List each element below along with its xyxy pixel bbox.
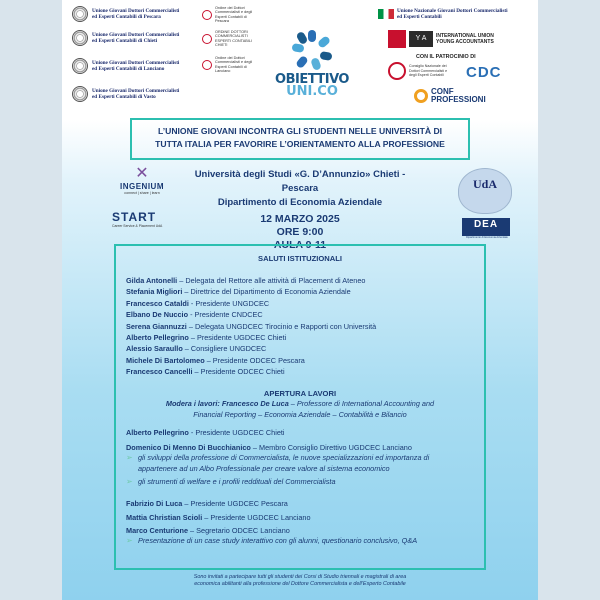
list-item: Michele Di Bartolomeo – Presidente ODCEC Pescara: [126, 355, 305, 365]
moderator-line: Modera i lavori: Francesco De Luca – Professore di International Accounting and: [165, 398, 435, 408]
bullet-item: ➢ gli sviluppi della professione di Commercialista, le nuove specializzazioni ed importanza di appartenere ad un Albo Professionale per creare valore al sistema economico: [126, 453, 430, 474]
event-date: 12 MARZO 2025: [260, 213, 340, 225]
university-name: Università degli Studi «G. D’Annunzio» Chieti - Pescara: [194, 169, 406, 194]
ugdcec-lanciano-logo: Unione Giovani Dottori Commercialisti ed Esperti Contabili di Lanciano: [72, 58, 179, 74]
apertura-list: [116, 420, 484, 547]
bullet-item: ➢ gli strumenti di welfare e i profili reddituali del Commercialista: [126, 476, 336, 486]
italian-flag-icon: [378, 9, 394, 19]
list-item: Elbano De Nuccio - Presidente CNDCEC: [126, 310, 263, 320]
bullet-item: ➢ Presentazione di un case study interattivo con gli alunni, questionario conclusivo, Q&A: [126, 536, 418, 546]
list-item: Alberto Pellegrino - Presidente UGDCEC Chieti: [126, 427, 285, 437]
people-circle-icon: [292, 30, 332, 70]
arrow-bullet-icon: ➢: [126, 453, 133, 463]
dea-logo: DEA: [462, 218, 510, 236]
saluti-heading: SALUTI ISTITUZIONALI: [258, 254, 342, 263]
headline-line: TUTTA ITALIA PER FAVORIRE L’ORIENTAMENTO ALLA PROFESSIONE: [155, 139, 445, 149]
list-item: Stefania Migliori – Direttrice del Dipartimento di Economia Aziendale: [126, 287, 351, 297]
seal-icon: [72, 86, 88, 102]
list-item: Domenico Di Menno Di Bucchianico – Membro Consiglio Direttivo UGDCEC Lanciano: [126, 443, 412, 453]
iua-logo: Y A INTERNATIONAL UNION YOUNG ACCOUNTANTS: [388, 30, 494, 48]
seal-icon: [72, 58, 88, 74]
event-time: ORE 9:00: [276, 226, 324, 238]
ingenium-x-icon: ✕: [135, 165, 149, 182]
confprofessioni-logo: CONF PROFESSIONI: [414, 88, 486, 104]
event-info: [182, 168, 418, 252]
conf-ring-icon: [414, 89, 428, 103]
event-room: AULA 9-11: [273, 239, 327, 251]
apertura-heading: APERTURA LAVORI: [263, 388, 337, 398]
cdc-logo: CDC: [466, 64, 502, 81]
arrow-bullet-icon: ➢: [126, 476, 133, 486]
moderator-line-2: Financial Reporting – Economia Aziendale – Contabilità e Bilancio: [193, 409, 407, 419]
list-item: Marco Centurione – Segretario ODCEC Lanciano: [126, 526, 290, 536]
list-item: Francesco Cancelli – Presidente ODCEC Chieti: [126, 367, 285, 377]
list-item: Alberto Pellegrino – Presidente UGDCEC Chieti: [126, 333, 287, 343]
ugdcec-vasto-logo: Unione Giovani Dottori Commercialisti ed Esperti Contabili di Vasto: [72, 86, 179, 102]
seal-icon: [72, 30, 88, 46]
ugdcec-chieti-logo: Unione Giovani Dottori Commercialisti ed Esperti Contabili di Chieti: [72, 30, 179, 46]
list-item: Alessio Saraullo – Consigliere UNGDCEC: [126, 344, 267, 354]
arrow-bullet-icon: ➢: [126, 536, 133, 546]
program-box: [114, 244, 486, 570]
seal-icon: [72, 6, 88, 22]
cndcec-icon: [388, 62, 406, 80]
odcec-pescara-logo: Ordine dei Dottori Commercialisti e degli Esperti Contabili di Pescara: [202, 6, 255, 24]
headline-box: [130, 118, 470, 160]
list-item: Francesco Cataldi - Presidente UNGDCEC: [126, 298, 270, 308]
odcec-icon: [202, 34, 212, 44]
odcec-icon: [202, 60, 212, 70]
saluti-list: [116, 263, 484, 378]
brand-title: OBIETTIVO: [275, 72, 349, 87]
list-item: Serena Giannuzzi – Delegata UNGDCEC Tirocinio e Rapporti con Università: [126, 321, 377, 331]
obiettivo-unico-logo: [262, 30, 362, 98]
brand-subtitle: UNI.CO: [286, 84, 338, 99]
headline-line: L’UNIONE GIOVANI INCONTRA GLI STUDENTI NELLE UNIVERSITÀ DI: [157, 126, 443, 136]
ugdcec-pescara-logo: Unione Giovani Dottori Commercialisti ed Esperti Contabili di Pescara: [72, 6, 179, 22]
start-logo: START Career Service & Placement UdA: [112, 210, 163, 228]
footer-note: Sono invitati a partecipare tutti gli studenti dei Corsi di Studio triennali e magistrali di area economica abilitanti alla professione del Dottore Commercialista e dell’Esperto Contabile: [193, 574, 407, 587]
patrocinio-label: CON IL PATROCINIO DI: [416, 54, 476, 60]
uda-logo: UdA: [458, 168, 512, 214]
odcec-lanciano-logo: Ordine dei Dottori Commercialisti e degli Esperti Contabili di Lanciano: [202, 56, 255, 74]
list-item: Gilda Antonelli – Delegata del Rettore alle attività di Placement di Ateneo: [126, 276, 366, 285]
ungdcec-logo: Unione Nazionale Giovani Dottori Commercialisti ed Esperti Contabili: [378, 8, 508, 20]
list-item: Mattia Christian Scioli – Presidente UGDCEC Lanciano: [126, 512, 311, 522]
ingenium-logo: ✕ INGENIUM connect | share | learn: [112, 166, 172, 195]
department-name: Dipartimento di Economia Aziendale: [217, 197, 383, 208]
list-item: Fabrizio Di Luca – Presidente UGDCEC Pescara: [126, 499, 288, 509]
cndcec-logo: Consiglio Nazionale dei Dottori Commercialisti e degli Esperti Contabili: [388, 62, 455, 80]
odcec-icon: [202, 10, 212, 20]
odcec-chieti-logo: ORDINE DOTTORI COMMERCIALISTI ESPERTI CONTABILI CHIETI: [202, 30, 255, 48]
dea-subtitle: Dipartimento di Economia Aziendale: [466, 236, 508, 239]
event-poster: [62, 0, 538, 600]
red-square-icon: [388, 30, 406, 48]
